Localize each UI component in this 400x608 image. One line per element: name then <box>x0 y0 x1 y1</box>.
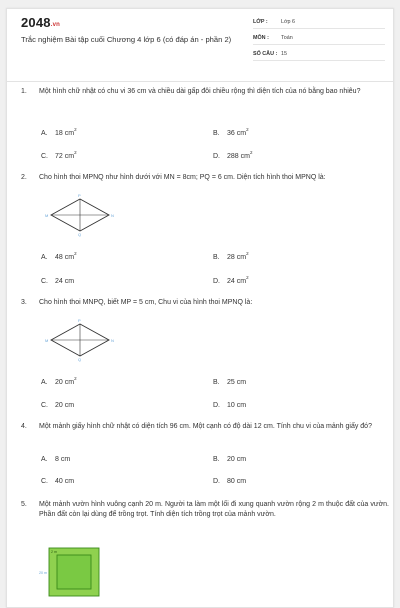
question-text: Cho hình thoi MNPQ, biết MP = 5 cm, Chu vi của hình thoi MPNQ là: <box>39 299 253 306</box>
option-text: 40 cm <box>55 478 75 485</box>
logo-suffix: .vn <box>50 22 61 28</box>
option-sup: 2 <box>74 376 77 381</box>
option-text: 20 cm <box>55 402 75 409</box>
option-letter: D. <box>213 278 220 285</box>
option-text: 28 cm <box>227 254 247 261</box>
option-letter: A. <box>41 130 48 137</box>
option-text: 288 cm <box>227 153 250 160</box>
option-d[interactable] <box>213 273 249 287</box>
option-letter: C. <box>41 278 48 285</box>
meta-row-subject <box>253 32 385 45</box>
meta-value: Toán <box>281 35 293 41</box>
garden-planting-area <box>57 555 91 589</box>
question-number: 4. <box>21 423 27 430</box>
vertex-label: P <box>78 318 81 323</box>
option-b[interactable] <box>213 249 249 263</box>
rhombus-figure <box>45 193 115 237</box>
garden-figure <box>39 546 107 598</box>
option-sup: 2 <box>74 251 77 256</box>
option-c[interactable] <box>41 477 74 487</box>
option-text: 25 cm <box>227 379 247 386</box>
question-number: 1. <box>21 88 27 95</box>
question-number: 5. <box>21 501 27 508</box>
question-text: Cho hình thoi MPNQ như hình dưới với MN = 8cm; PQ = 6 cm. Diện tích hình thoi MPNQ là: <box>39 174 326 181</box>
meta-key: MÔN : <box>253 35 269 41</box>
option-text: 48 cm <box>55 254 75 261</box>
option-text: 8 cm <box>55 456 71 463</box>
option-c[interactable] <box>41 273 74 287</box>
vertex-label: N <box>111 213 114 218</box>
option-c[interactable] <box>41 148 77 162</box>
option-letter: C. <box>41 402 48 409</box>
option-letter: A. <box>41 456 48 463</box>
quiz-title: Trắc nghiệm Bài tập cuối Chương 4 lớp 6 (có đáp án - phần 2) <box>21 35 232 44</box>
question-text: Một hình chữ nhật có chu vi 36 cm và chiều dài gấp đôi chiều rộng thì diện tích của nó bằng bao nhiêu? <box>39 88 361 95</box>
meta-row-count <box>253 48 385 61</box>
option-d[interactable] <box>213 477 246 487</box>
vertex-label: N <box>111 338 114 343</box>
question-text: Một mảnh giấy hình chữ nhật có diện tích 96 cm. Một cạnh có độ dài 12 cm. Tính chu vi của mảnh giấy đó? <box>39 423 372 430</box>
option-text: 24 cm <box>55 278 75 285</box>
header-divider <box>7 81 393 82</box>
option-b[interactable] <box>213 374 246 388</box>
option-text: 24 cm <box>227 278 247 285</box>
vertex-label: Q <box>78 232 82 237</box>
option-sup: 2 <box>246 251 249 256</box>
option-letter: B. <box>213 379 220 386</box>
site-logo[interactable] <box>21 15 60 30</box>
option-a[interactable] <box>41 125 77 139</box>
option-text: 36 cm <box>227 130 247 137</box>
rhombus-figure <box>45 318 115 362</box>
option-letter: A. <box>41 379 48 386</box>
option-letter: D. <box>213 153 220 160</box>
vertex-label: M <box>45 338 49 343</box>
option-text: 80 cm <box>227 478 247 485</box>
option-b[interactable] <box>213 455 246 465</box>
option-letter: D. <box>213 402 220 409</box>
path-width-label: 2 m <box>51 550 57 554</box>
question-text: Một mảnh vườn hình vuông cạnh 20 m. Người ta làm một lối đi xung quanh vườn rộng 2 m thuộc đất của vườn. Phần đất còn lại dùng để trồng trọt. Tính diện tích trồng trọt của mảnh vườn. <box>39 501 389 519</box>
option-sup: 2 <box>249 150 253 155</box>
option-letter: C. <box>41 478 48 485</box>
option-text: 10 cm <box>227 402 247 409</box>
option-d[interactable] <box>213 397 246 411</box>
quiz-header <box>7 9 393 77</box>
logo-text: 2048 <box>21 15 51 30</box>
vertex-label: M <box>45 213 49 218</box>
option-letter: B. <box>213 130 220 137</box>
option-sup: 2 <box>246 275 249 280</box>
option-letter: A. <box>41 254 48 261</box>
question-number: 3. <box>21 299 27 306</box>
option-letter: B. <box>213 456 220 463</box>
option-sup: 2 <box>74 150 77 155</box>
meta-value: Lớp 6 <box>281 19 296 25</box>
meta-key: SỐ CÂU : <box>253 51 278 57</box>
option-b[interactable] <box>213 125 249 139</box>
option-a[interactable] <box>41 374 77 388</box>
meta-row-class <box>253 16 385 29</box>
option-letter: C. <box>41 153 48 160</box>
meta-value: 15 <box>281 51 287 57</box>
option-text: 72 cm <box>55 153 75 160</box>
vertex-label: Q <box>78 357 82 362</box>
quiz-page <box>6 8 394 608</box>
option-a[interactable] <box>41 455 70 465</box>
meta-key: LỚP : <box>253 19 268 25</box>
option-d[interactable] <box>213 148 252 162</box>
side-length-label: 20 m <box>39 571 47 575</box>
option-letter: D. <box>213 478 220 485</box>
vertex-label: P <box>78 193 81 198</box>
option-sup: 2 <box>246 127 249 132</box>
question-number: 2. <box>21 174 27 181</box>
option-c[interactable] <box>41 397 74 411</box>
quiz-meta <box>253 16 385 64</box>
option-a[interactable] <box>41 249 77 263</box>
option-text: 20 cm <box>55 379 75 386</box>
option-sup: 2 <box>74 127 77 132</box>
option-text: 20 cm <box>227 456 247 463</box>
option-letter: B. <box>213 254 220 261</box>
option-text: 18 cm <box>55 130 75 137</box>
